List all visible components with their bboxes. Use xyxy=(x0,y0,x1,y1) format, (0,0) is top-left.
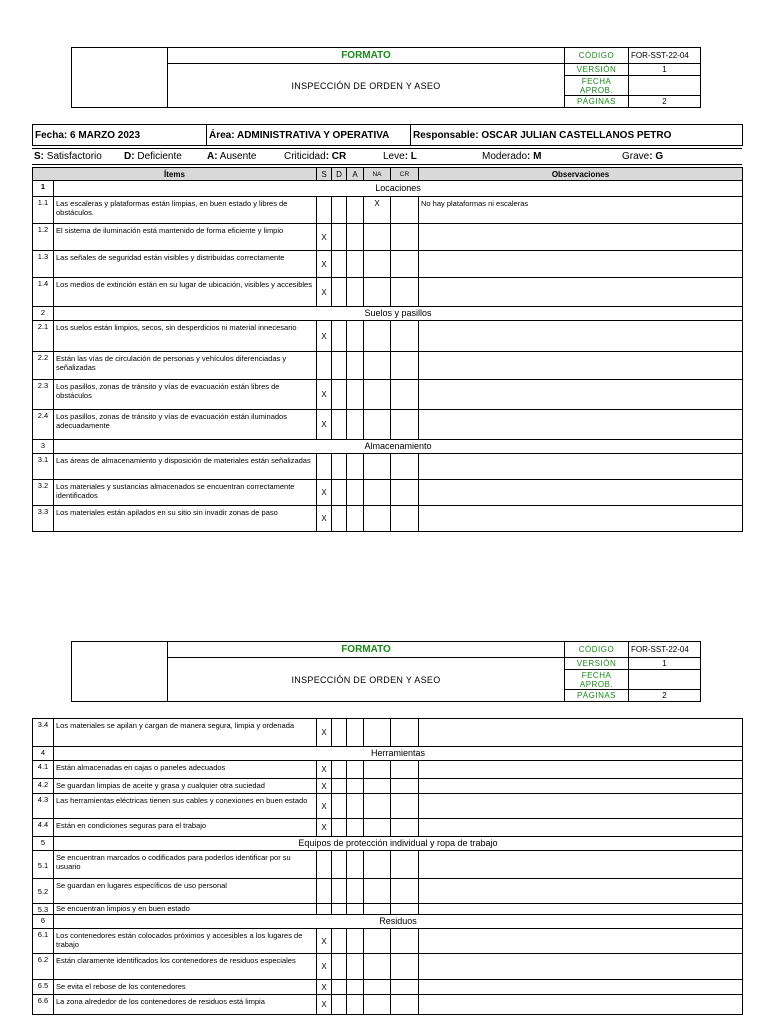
item-text: Se encuentran marcados o codificados para poderlos identificar por su usuario xyxy=(54,851,317,879)
item-number: 4.1 xyxy=(33,761,54,779)
item-number: 6.1 xyxy=(33,929,54,954)
cr-cell xyxy=(391,278,419,307)
cr-cell xyxy=(391,480,419,506)
section-row xyxy=(33,440,743,454)
code-value: FOR-SST-22-04 xyxy=(629,642,701,658)
cr-cell xyxy=(391,410,419,440)
section-number: 4 xyxy=(33,747,54,761)
na-cell xyxy=(364,980,391,995)
s-cell: X xyxy=(317,480,332,506)
item-number: 2.1 xyxy=(33,321,54,352)
item-text: Están en condiciones seguras para el trabajo xyxy=(54,819,317,837)
rating-legend xyxy=(32,148,742,165)
observation-cell: No hay plataformas ni escaleras xyxy=(419,197,743,224)
item-text: Los suelos están limpios, secos, sin desperdicios ni material innecesario xyxy=(54,321,317,352)
d-column-header: D xyxy=(332,168,347,181)
format-label: FORMATO xyxy=(168,48,565,64)
version-label: VERSIÓN xyxy=(565,658,629,670)
cr-cell xyxy=(391,794,419,819)
s-cell xyxy=(317,352,332,380)
item-number: 6.2 xyxy=(33,954,54,980)
item-text: Se guardan limpias de aceite y grasa y cualquier otra suciedad xyxy=(54,779,317,794)
a-cell xyxy=(347,929,364,954)
s-cell: X xyxy=(317,321,332,352)
table-row xyxy=(33,904,743,915)
table-row xyxy=(33,879,743,904)
cr-cell xyxy=(391,995,419,1015)
document-title: INSPECCIÓN DE ORDEN Y ASEO xyxy=(168,64,565,108)
na-cell xyxy=(364,321,391,352)
observation-cell xyxy=(419,321,743,352)
a-cell xyxy=(347,980,364,995)
table-row xyxy=(33,719,743,747)
observation-cell xyxy=(419,251,743,278)
a-cell xyxy=(347,819,364,837)
legend-absent: A: Ausente xyxy=(207,151,257,162)
s-cell: X xyxy=(317,929,332,954)
table-row xyxy=(33,321,743,352)
section-row xyxy=(33,915,743,929)
a-cell xyxy=(347,779,364,794)
code-label: CÓDIGO xyxy=(565,642,629,658)
section-title: Locaciones xyxy=(54,181,743,197)
cr-cell xyxy=(391,819,419,837)
table-row xyxy=(33,224,743,251)
d-cell xyxy=(332,506,347,532)
table-row xyxy=(33,819,743,837)
date-field: Fecha: 6 MARZO 2023 xyxy=(33,125,207,146)
a-cell xyxy=(347,904,364,915)
a-cell xyxy=(347,224,364,251)
item-text: Las áreas de almacenamiento y disposición de materiales están señalizadas xyxy=(54,454,317,480)
item-number: 3.3 xyxy=(33,506,54,532)
s-cell: X xyxy=(317,794,332,819)
item-number: 3.1 xyxy=(33,454,54,480)
na-cell xyxy=(364,224,391,251)
checklist-page-1 xyxy=(32,167,743,532)
a-cell xyxy=(347,794,364,819)
pages-value: 2 xyxy=(629,690,701,702)
item-text: Las escaleras y plataformas están limpias, en buen estado y libres de obstáculos. xyxy=(54,197,317,224)
item-text: Se encuentran limpios y en buen estado xyxy=(54,904,317,915)
s-cell: X xyxy=(317,954,332,980)
na-cell xyxy=(364,954,391,980)
observation-cell xyxy=(419,851,743,879)
cr-cell xyxy=(391,851,419,879)
section-number: 1 xyxy=(33,181,54,197)
d-cell xyxy=(332,278,347,307)
na-cell xyxy=(364,779,391,794)
a-cell xyxy=(347,251,364,278)
section-title: Suelos y pasillos xyxy=(54,307,743,321)
item-text: Los contenedores están colocados próximos y accesibles a los lugares de trabajo xyxy=(54,929,317,954)
s-cell xyxy=(317,879,332,904)
s-cell: X xyxy=(317,719,332,747)
a-cell xyxy=(347,352,364,380)
version-label: VERSIÓN xyxy=(565,64,629,76)
table-row xyxy=(33,851,743,879)
a-cell xyxy=(347,454,364,480)
na-cell xyxy=(364,352,391,380)
observation-cell xyxy=(419,380,743,410)
observation-cell xyxy=(419,278,743,307)
d-cell xyxy=(332,197,347,224)
approval-value xyxy=(629,76,701,96)
item-number: 4.3 xyxy=(33,794,54,819)
item-text: Los pasillos, zonas de tránsito y vías de evacuación están libres de obstáculos xyxy=(54,380,317,410)
na-cell xyxy=(364,995,391,1015)
d-cell xyxy=(332,879,347,904)
d-cell xyxy=(332,779,347,794)
a-cell xyxy=(347,761,364,779)
a-cell xyxy=(347,879,364,904)
cr-cell xyxy=(391,954,419,980)
d-cell xyxy=(332,904,347,915)
cr-cell xyxy=(391,454,419,480)
observation-cell xyxy=(419,761,743,779)
legend-deficient: D: Deficiente xyxy=(124,151,182,162)
na-column-header: NA xyxy=(364,168,391,181)
table-row xyxy=(33,779,743,794)
legend-criticality: Criticidad: CR xyxy=(284,151,347,162)
code-value: FOR-SST-22-04 xyxy=(629,48,701,64)
section-number: 5 xyxy=(33,837,54,851)
d-cell xyxy=(332,794,347,819)
item-text: Los materiales se apilan y cargan de manera segura, limpia y ordenada xyxy=(54,719,317,747)
a-cell xyxy=(347,954,364,980)
item-number: 1.3 xyxy=(33,251,54,278)
a-cell xyxy=(347,719,364,747)
format-header-page-2 xyxy=(71,641,701,702)
s-cell: X xyxy=(317,980,332,995)
item-number: 5.1 xyxy=(33,851,54,879)
observation-cell xyxy=(419,779,743,794)
item-number: 1.4 xyxy=(33,278,54,307)
s-cell: X xyxy=(317,278,332,307)
section-number: 6 xyxy=(33,915,54,929)
d-cell xyxy=(332,251,347,278)
section-title: Equipos de protección individual y ropa de trabajo xyxy=(54,837,743,851)
observation-cell xyxy=(419,410,743,440)
s-cell: X xyxy=(317,506,332,532)
d-cell xyxy=(332,819,347,837)
s-cell xyxy=(317,454,332,480)
observation-cell xyxy=(419,929,743,954)
item-number: 2.4 xyxy=(33,410,54,440)
a-cell xyxy=(347,995,364,1015)
item-text: Se guardan en lugares específicos de uso personal xyxy=(54,879,317,904)
observation-cell xyxy=(419,224,743,251)
table-row xyxy=(33,380,743,410)
s-cell: X xyxy=(317,761,332,779)
cr-column-header: CR xyxy=(391,168,419,181)
cr-cell xyxy=(391,506,419,532)
s-column-header: S xyxy=(317,168,332,181)
area-field: Área: ADMINISTRATIVA Y OPERATIVA xyxy=(207,125,411,146)
s-cell: X xyxy=(317,251,332,278)
logo-box xyxy=(72,642,168,702)
section-row xyxy=(33,307,743,321)
cr-cell xyxy=(391,251,419,278)
a-cell xyxy=(347,480,364,506)
a-cell xyxy=(347,410,364,440)
format-header xyxy=(71,47,701,108)
legend-moderate: Moderado: M xyxy=(482,151,542,162)
legend-severe: Grave: G xyxy=(622,151,664,162)
a-cell xyxy=(347,506,364,532)
item-text: Están claramente identificados los contenedores de residuos especiales xyxy=(54,954,317,980)
s-cell: X xyxy=(317,224,332,251)
na-cell xyxy=(364,454,391,480)
pages-label: PÁGINAS xyxy=(565,690,629,702)
na-cell xyxy=(364,819,391,837)
na-cell xyxy=(364,410,391,440)
section-title: Residuos xyxy=(54,915,743,929)
d-cell xyxy=(332,954,347,980)
section-row xyxy=(33,837,743,851)
legend-satisfactory: S: Satisfactorio xyxy=(34,151,102,162)
table-row xyxy=(33,995,743,1015)
d-cell xyxy=(332,480,347,506)
observation-cell xyxy=(419,904,743,915)
table-row xyxy=(33,278,743,307)
item-number: 3.2 xyxy=(33,480,54,506)
s-cell: X xyxy=(317,779,332,794)
d-cell xyxy=(332,352,347,380)
a-column-header: A xyxy=(347,168,364,181)
s-cell xyxy=(317,851,332,879)
table-row xyxy=(33,506,743,532)
approval-label: FECHA APROB. xyxy=(565,670,629,690)
na-cell xyxy=(364,794,391,819)
observation-cell xyxy=(419,506,743,532)
observation-cell xyxy=(419,980,743,995)
cr-cell xyxy=(391,980,419,995)
table-row xyxy=(33,197,743,224)
d-cell xyxy=(332,995,347,1015)
item-number: 6.5 xyxy=(33,980,54,995)
item-text: Los materiales y sustancias almacenados se encuentran correctamente identificados xyxy=(54,480,317,506)
table-row xyxy=(33,929,743,954)
column-header-row xyxy=(33,168,743,181)
d-cell xyxy=(332,410,347,440)
na-cell xyxy=(364,904,391,915)
d-cell xyxy=(332,929,347,954)
table-row xyxy=(33,454,743,480)
s-cell xyxy=(317,197,332,224)
a-cell xyxy=(347,851,364,879)
responsible-field: Responsable: OSCAR JULIAN CASTELLANOS PETRO xyxy=(411,125,743,146)
na-cell xyxy=(364,879,391,904)
pages-label: PÁGINAS xyxy=(565,96,629,108)
a-cell xyxy=(347,321,364,352)
cr-cell xyxy=(391,224,419,251)
document-title: INSPECCIÓN DE ORDEN Y ASEO xyxy=(168,658,565,702)
na-cell: X xyxy=(364,197,391,224)
cr-cell xyxy=(391,879,419,904)
d-cell xyxy=(332,851,347,879)
d-cell xyxy=(332,321,347,352)
na-cell xyxy=(364,761,391,779)
observation-cell xyxy=(419,480,743,506)
item-text: Están las vías de circulación de personas y vehículos diferenciadas y señalizadas xyxy=(54,352,317,380)
item-text: El sistema de iluminación está mantenido de forma eficiente y limpio xyxy=(54,224,317,251)
table-row xyxy=(33,480,743,506)
na-cell xyxy=(364,480,391,506)
cr-cell xyxy=(391,904,419,915)
cr-cell xyxy=(391,197,419,224)
observation-cell xyxy=(419,794,743,819)
s-cell: X xyxy=(317,819,332,837)
version-value: 1 xyxy=(629,64,701,76)
table-row xyxy=(33,980,743,995)
items-column-header: Ítems xyxy=(33,168,317,181)
item-text: Los pasillos, zonas de tránsito y vías de evacuación están iluminados adecuadamente xyxy=(54,410,317,440)
na-cell xyxy=(364,506,391,532)
table-row xyxy=(33,251,743,278)
item-number: 2.3 xyxy=(33,380,54,410)
d-cell xyxy=(332,454,347,480)
na-cell xyxy=(364,278,391,307)
table-row xyxy=(33,410,743,440)
table-row xyxy=(33,761,743,779)
approval-label: FECHA APROB. xyxy=(565,76,629,96)
item-text: Las señales de seguridad están visibles y distribuidas correctamente xyxy=(54,251,317,278)
version-value: 1 xyxy=(629,658,701,670)
observation-cell xyxy=(419,819,743,837)
d-cell xyxy=(332,980,347,995)
na-cell xyxy=(364,719,391,747)
na-cell xyxy=(364,929,391,954)
cr-cell xyxy=(391,352,419,380)
pages-value: 2 xyxy=(629,96,701,108)
a-cell xyxy=(347,380,364,410)
item-number: 1.2 xyxy=(33,224,54,251)
section-title: Almacenamiento xyxy=(54,440,743,454)
item-number: 1.1 xyxy=(33,197,54,224)
logo-box xyxy=(72,48,168,108)
item-number: 2.2 xyxy=(33,352,54,380)
observation-cell xyxy=(419,719,743,747)
checklist-page-2 xyxy=(32,718,743,1015)
s-cell: X xyxy=(317,995,332,1015)
d-cell xyxy=(332,380,347,410)
item-number: 4.4 xyxy=(33,819,54,837)
section-title: Herramientas xyxy=(54,747,743,761)
observation-cell xyxy=(419,995,743,1015)
section-number: 3 xyxy=(33,440,54,454)
observations-column-header: Observaciones xyxy=(419,168,743,181)
inspection-info xyxy=(32,124,743,146)
item-text: Se evita el rebose de los contenedores xyxy=(54,980,317,995)
item-number: 4.2 xyxy=(33,779,54,794)
section-row xyxy=(33,181,743,197)
section-row xyxy=(33,747,743,761)
a-cell xyxy=(347,278,364,307)
observation-cell xyxy=(419,954,743,980)
item-text: Los medios de extinción están en su lugar de ubicación, visibles y accesibles xyxy=(54,278,317,307)
item-text: La zona alrededor de los contenedores de residuos está limpia xyxy=(54,995,317,1015)
table-row xyxy=(33,954,743,980)
table-row xyxy=(33,352,743,380)
d-cell xyxy=(332,761,347,779)
cr-cell xyxy=(391,761,419,779)
cr-cell xyxy=(391,719,419,747)
na-cell xyxy=(364,251,391,278)
s-cell: X xyxy=(317,380,332,410)
a-cell xyxy=(347,197,364,224)
section-number: 2 xyxy=(33,307,54,321)
cr-cell xyxy=(391,779,419,794)
code-label: CÓDIGO xyxy=(565,48,629,64)
item-number: 5.3 xyxy=(33,904,54,915)
s-cell xyxy=(317,904,332,915)
observation-cell xyxy=(419,879,743,904)
observation-cell xyxy=(419,454,743,480)
item-number: 6.6 xyxy=(33,995,54,1015)
cr-cell xyxy=(391,321,419,352)
na-cell xyxy=(364,380,391,410)
legend-mild: Leve: L xyxy=(383,151,417,162)
table-row xyxy=(33,794,743,819)
cr-cell xyxy=(391,380,419,410)
item-number: 3.4 xyxy=(33,719,54,747)
item-text: Están almacenadas en cajas o paneles adecuados xyxy=(54,761,317,779)
d-cell xyxy=(332,224,347,251)
approval-value xyxy=(629,670,701,690)
d-cell xyxy=(332,719,347,747)
item-number: 5.2 xyxy=(33,879,54,904)
item-text: Las herramientas eléctricas tienen sus cables y conexiones en buen estado xyxy=(54,794,317,819)
cr-cell xyxy=(391,929,419,954)
item-text: Los materiales están apilados en su sitio sin invadir zonas de paso xyxy=(54,506,317,532)
na-cell xyxy=(364,851,391,879)
s-cell: X xyxy=(317,410,332,440)
format-label: FORMATO xyxy=(168,642,565,658)
observation-cell xyxy=(419,352,743,380)
